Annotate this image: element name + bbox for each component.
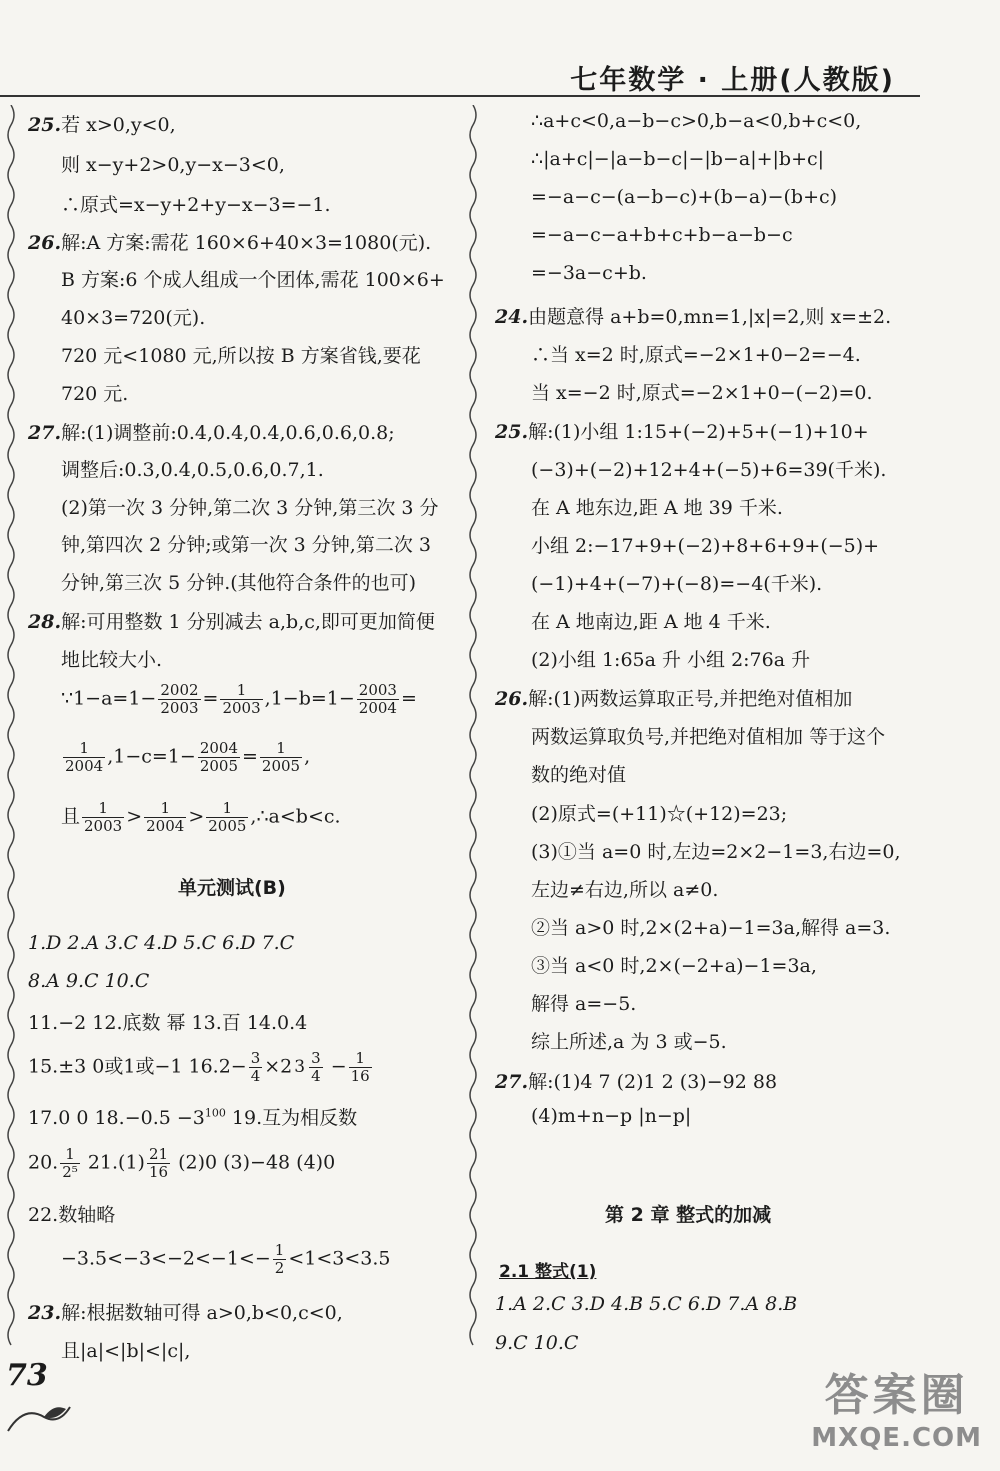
fraction: $\frac{1}{2005}$ — [208, 799, 247, 835]
q25-line2: 则 x−y+2>0,y−x−3<0, — [61, 154, 285, 176]
fraction: $\frac{2003}{2004}$ — [358, 681, 397, 717]
q26-line2: B 方案:6 个成人组成一个团体,需花 100×6+ — [61, 269, 445, 291]
q23-cont-line3: =−a−c−(a−b−c)+(b−a)−(b+c) — [531, 186, 838, 208]
page-header-title: 七年数学 · 上册(人教版) — [570, 65, 895, 96]
q26r-line1: 26.解:(1)两数运算取正号,并把绝对值相加 — [495, 688, 853, 710]
q28-line4: $\frac{1}{2004}$ ,1−c=1− $\frac{2004}{2005}$ = $\frac{1}{2005}$ , — [65, 739, 311, 775]
q27-line1: 27.解:(1)调整前:0.4,0.4,0.4,0.6,0.6,0.8; — [28, 422, 395, 444]
header-rule — [0, 95, 920, 97]
q25r-line6: 在 A 地南边,距 A 地 4 千米. — [531, 611, 771, 633]
q27-line2: 调整后:0.3,0.4,0.5,0.6,0.7,1. — [61, 459, 324, 481]
fraction: $\frac{1}{2004}$ — [146, 799, 185, 835]
chapter-title: 第 2 章 整式的加减 — [605, 1204, 772, 1226]
fraction: $\frac{1}{2004}$ — [65, 739, 104, 775]
q26-line4: 720 元<1080 元,所以按 B 方案省钱,要花 — [61, 345, 421, 367]
q26r-line8: ③当 a<0 时,2×(−2+a)−1=3a, — [531, 955, 817, 977]
fraction: $\frac{2004}{2005}$ — [199, 739, 238, 775]
q26r-line5: (3)①当 a=0 时,左边=2×2−1=3,右边=0, — [531, 841, 901, 863]
q24-line1: 24.由题意得 a+b=0,mn=1,|x|=2,则 x=±2. — [495, 306, 892, 328]
q28-line2: 地比较大小. — [61, 649, 163, 671]
q28-line5: 且 $\frac{1}{2003}$ > $\frac{1}{2004}$ > $\frac{1}{2005}$ ,∴a<b<c. — [61, 799, 341, 835]
q27-line5: 分钟,第三次 5 分钟.(其他符合条件的也可) — [61, 572, 417, 594]
chapter2-answers-1: 1.A 2.C 3.D 4.B 5.C 6.D 7.A 8.B — [495, 1293, 798, 1315]
q26-line5: 720 元. — [61, 383, 129, 405]
chapter2-answers-2: 9.C 10.C — [495, 1332, 579, 1354]
q27-line4: 钟,第四次 2 分钟;或第一次 3 分钟,第二次 3 — [61, 534, 431, 556]
middle-wavy-border — [466, 105, 480, 1350]
q25r-line7: (2)小组 1:65a 升 小组 2:76a 升 — [531, 649, 811, 671]
q25-line3: ∴原式=x−y+2+y−x−3=−1. — [61, 194, 331, 216]
q27-line3: (2)第一次 3 分钟,第二次 3 分钟,第三次 3 分 — [61, 497, 439, 519]
section-title-unit-test-b: 单元测试(B) — [178, 877, 286, 899]
q25r-line5: (−1)+4+(−7)+(−8)=−4(千米). — [531, 573, 823, 595]
unit-test-answers-6: 20. $\frac{1}{\text{2⁵}}$ 21.(1) $\frac{21}{16}$ (2)0 (3)−48 (4)0 — [28, 1145, 336, 1181]
fraction: $\frac{21}{16}$ — [148, 1145, 169, 1181]
q26-line1: 26.解:A 方案:需花 160×6+40×3=1080(元). — [28, 232, 432, 254]
unit-test-answers-2: 8.A 9.C 10.C — [28, 970, 150, 992]
subsection-title: 2.1 整式(1) — [499, 1262, 597, 1282]
fraction: $\frac{1}{2005}$ — [261, 739, 301, 775]
q28-line1: 28.解:可用整数 1 分别减去 a,b,c,即可更加简便 — [28, 611, 435, 633]
q25r-line2: (−3)+(−2)+12+4+(−5)+6=39(千米). — [531, 459, 887, 481]
unit-test-answers-3: 11.−2 12.底数 幂 13.百 14.0.4 — [28, 1012, 308, 1034]
fraction: $\frac{1}{\text{2⁵}}$ — [62, 1145, 78, 1181]
q26-line3: 40×3=720(元). — [61, 307, 206, 329]
unit-test-answers-7: 22.数轴略 — [28, 1204, 116, 1226]
fraction: $\frac{2002}{2003}$ — [160, 681, 199, 717]
page-number: 73 — [6, 1358, 48, 1393]
q28-line3: ∵1−a=1− $\frac{2002}{2003}$ = $\frac{1}{2003}$ ,1−b=1− $\frac{2003}{2004}$ = — [61, 681, 417, 717]
q23-line2: 且|a|<|b|<|c|, — [61, 1340, 191, 1362]
q23-cont-line4: =−a−c−a+b+c+b−a−b−c — [531, 224, 793, 246]
q23-cont-line2: ∴|a+c|−|a−b−c|−|b−a|+|b+c| — [531, 148, 825, 170]
q26r-line10: 综上所述,a 为 3 或−5. — [531, 1031, 727, 1053]
q25r-line3: 在 A 地东边,距 A 地 39 千米. — [531, 497, 783, 519]
q25-line1: 25.若 x>0,y<0, — [28, 114, 176, 136]
fraction: $\frac{1}{2}$ — [274, 1241, 285, 1277]
left-wavy-border — [4, 105, 18, 1350]
fraction: $\frac{1}{16}$ — [350, 1049, 370, 1085]
q24-line2: ∴当 x=2 时,原式=−2×1+0−2=−4. — [531, 344, 861, 366]
fraction: $\frac{3}{4}$ — [250, 1049, 261, 1085]
q27r-line1: 27.解:(1)4 7 (2)1 2 (3)−92 88 — [495, 1071, 778, 1093]
fraction: $\frac{3}{4}$ — [311, 1049, 321, 1085]
q23-cont-line1: ∴a+c<0,a−b−c>0,b−a<0,b+c<0, — [531, 110, 862, 132]
q23-line1: 23.解:根据数轴可得 a>0,b<0,c<0, — [28, 1302, 343, 1324]
unit-test-answers-1: 1.D 2.A 3.C 4.D 5.C 6.D 7.C — [28, 932, 295, 954]
q27r-line2: (4)m+n−p |n−p| — [531, 1105, 692, 1127]
fraction: $\frac{1}{2003}$ — [84, 799, 123, 835]
q26r-line9: 解得 a=−5. — [531, 993, 637, 1015]
unit-test-answers-5: 17.0 0 $18.-0.5 -3^{100}$ 19.互为相反数 — [28, 1106, 358, 1129]
leaf-ornament-icon — [4, 1395, 74, 1435]
q26r-line3: 数的绝对值 — [531, 764, 627, 786]
q26r-line6: 左边≠右边,所以 a≠0. — [531, 879, 719, 901]
q26r-line7: ②当 a>0 时,2×(2+a)−1=3a,解得 a=3. — [531, 917, 891, 939]
q24-line3: 当 x=−2 时,原式=−2×1+0−(−2)=0. — [531, 382, 873, 404]
unit-test-answers-8: −3.5<−3<−2<−1<− $\frac{1}{2}$ <1<3<3.5 — [61, 1241, 391, 1277]
q26r-line2: 两数运算取负号,并把绝对值相加 等于这个 — [531, 726, 886, 748]
unit-test-answers-4: 15.±3 0或1或−1 16.2− $\frac{3}{4}$ ×2 3 $\frac{3}{4}$ − $\frac{1}{16}$ — [28, 1049, 370, 1085]
watermark: 答案圈 MXQE.COM — [811, 1370, 982, 1453]
q25r-line4: 小组 2:−17+9+(−2)+8+6+9+(−5)+ — [531, 535, 880, 557]
q26r-line4: (2)原式=(+11)☆(+12)=23; — [531, 803, 788, 825]
fraction: $\frac{1}{2003}$ — [222, 681, 261, 717]
q23-cont-line5: =−3a−c+b. — [531, 262, 647, 284]
q25r-line1: 25.解:(1)小组 1:15+(−2)+5+(−1)+10+ — [495, 421, 869, 443]
mixed-number: 3 — [294, 1057, 306, 1077]
